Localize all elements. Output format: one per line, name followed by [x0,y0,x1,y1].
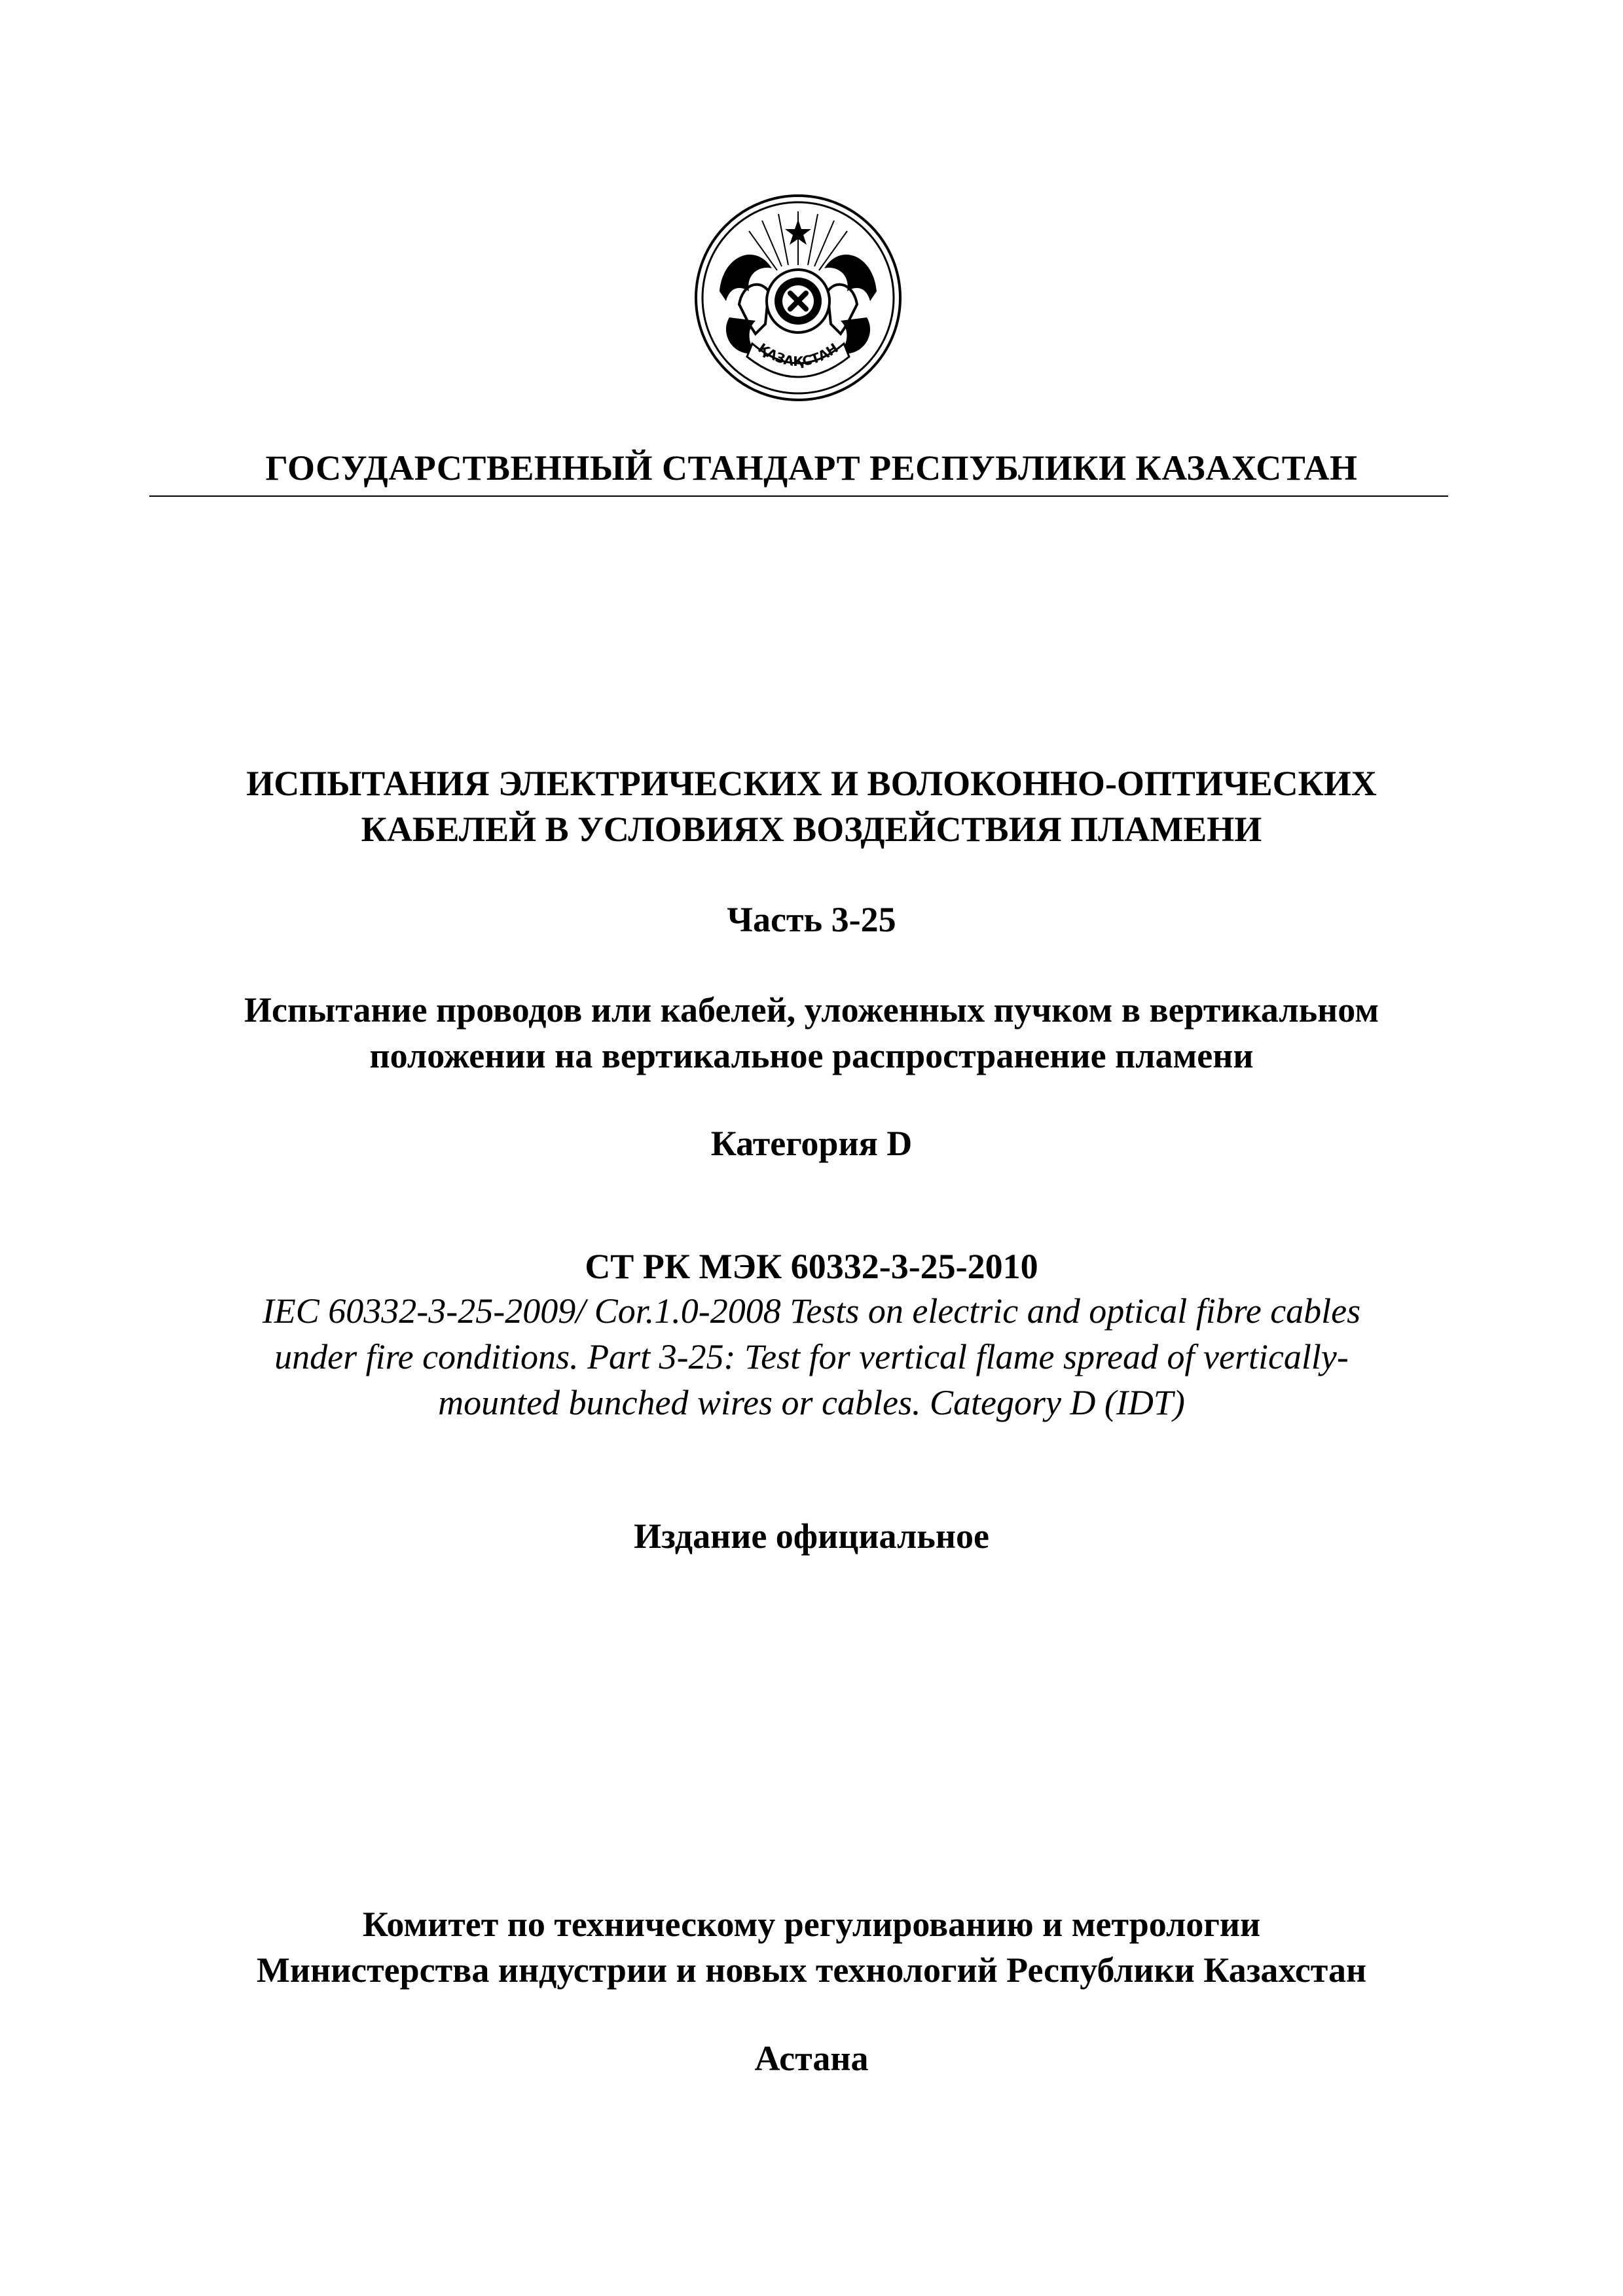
header-divider [149,495,1448,497]
document-title-line: ИСПЫТАНИЯ ЭЛЕКТРИЧЕСКИХ И ВОЛОКОННО-ОПТИЧЕСКИХ [246,764,1377,803]
state-emblem [693,193,903,403]
iec-reference [0,1288,1623,1426]
document-part: Часть 3-25 [727,900,896,939]
iec-reference-line: under fire conditions. Part 3-25: Test for vertical flame spread of vertically- [274,1337,1349,1376]
emblem-inscription: ҚАЗАҚСТАН [755,340,841,370]
publisher [0,1901,1623,1993]
iec-reference-line: IEC 60332-3-25-2009/ Cor.1.0-2008 Tests on electric and optical fibre cables [262,1291,1361,1331]
document-subtitle-line: положении на вертикальное распространение пламени [369,1036,1254,1075]
document-designation: СТ РК МЭК 60332-3-25-2010 [585,1247,1038,1286]
document-subtitle [0,987,1623,1079]
iec-reference-line: mounted bunched wires or cables. Category D (IDT) [438,1383,1185,1422]
document-title-line: КАБЕЛЕЙ В УСЛОВИЯХ ВОЗДЕЙСТВИЯ ПЛАМЕНИ [361,810,1262,849]
publisher-line: Комитет по техническому регулированию и метрологии [362,1905,1261,1944]
document-title [0,761,1623,852]
publisher-line: Министерства индустрии и новых технологий Республики Казахстан [256,1950,1367,1990]
kazakhstan-state-emblem-icon [693,193,903,403]
edition-label: Издание официальное [634,1516,989,1556]
publication-city: Астана [754,2039,869,2078]
standard-header-title: ГОСУДАРСТВЕННЫЙ СТАНДАРТ РЕСПУБЛИКИ КАЗАХСТАН [265,448,1358,488]
document-subtitle-line: Испытание проводов или кабелей, уложенных пучком в вертикальном [244,990,1379,1030]
document-category: Категория D [710,1124,913,1163]
